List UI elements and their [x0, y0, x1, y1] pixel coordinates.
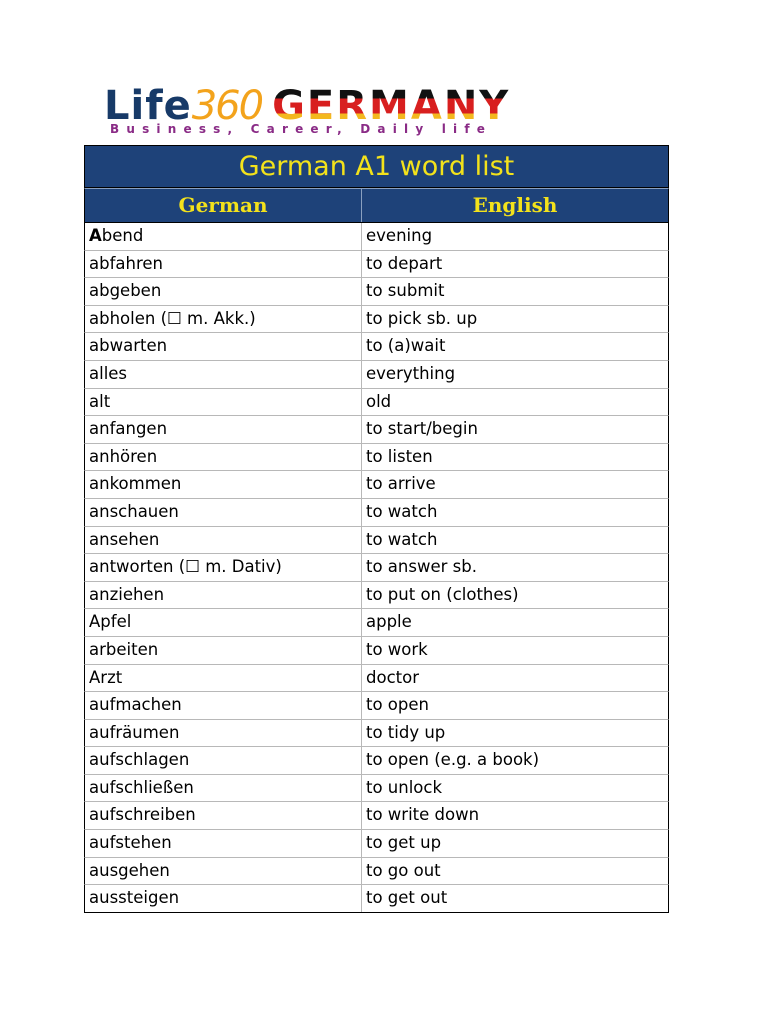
table-header: [84, 188, 669, 223]
german-word: aufschlagen: [85, 747, 362, 774]
german-word: anziehen: [85, 582, 362, 609]
english-translation: to get up: [366, 833, 442, 853]
english-translation: to pick sb. up: [366, 308, 478, 328]
english-translation: to unlock: [366, 777, 443, 797]
table-row: [84, 802, 669, 830]
english-translation: old: [366, 391, 392, 411]
header-english: English: [472, 193, 558, 217]
german-word: aussteigen: [85, 885, 362, 912]
table-row: [84, 637, 669, 665]
logo-tagline: Business, Career, Daily life: [110, 122, 493, 136]
logo-germany-text: GERMANY: [272, 83, 511, 129]
english-translation: to watch: [366, 501, 438, 521]
table-row: [84, 223, 669, 251]
english-translation: to go out: [366, 860, 441, 880]
table-row: [84, 747, 669, 775]
german-word: abwarten: [85, 333, 362, 360]
german-word: arbeiten: [85, 637, 362, 664]
english-translation: doctor: [366, 667, 419, 687]
english-translation: to write down: [366, 805, 480, 825]
table-row: [84, 830, 669, 858]
table-title: German A1 word list: [84, 145, 669, 188]
english-translation: to submit: [366, 281, 445, 301]
table-row: [84, 609, 669, 637]
english-translation: everything: [366, 363, 456, 383]
table-row: [84, 389, 669, 417]
german-word: aufschließen: [85, 775, 362, 802]
english-translation: apple: [366, 612, 412, 632]
logo-360-text: 360: [191, 83, 263, 129]
english-translation: to work: [366, 639, 428, 659]
english-translation: to answer sb.: [366, 557, 477, 577]
header-german: German: [85, 189, 362, 222]
english-translation: to tidy up: [366, 722, 446, 742]
table-row: [84, 775, 669, 803]
german-word: ankommen: [85, 471, 362, 498]
german-word: alles: [85, 361, 362, 388]
table-row: [84, 554, 669, 582]
table-row: [84, 306, 669, 334]
table-row: [84, 720, 669, 748]
german-word: abgeben: [85, 278, 362, 305]
table-row: [84, 885, 669, 913]
table-row: [84, 582, 669, 610]
table-row: [84, 416, 669, 444]
table-row: [84, 858, 669, 886]
german-word: abholen (☐ m. Akk.): [85, 306, 362, 333]
table-row: [84, 251, 669, 279]
english-translation: to arrive: [366, 474, 436, 494]
english-translation: to listen: [366, 446, 433, 466]
german-word: aufschreiben: [85, 802, 362, 829]
german-word: alt: [85, 389, 362, 416]
table-row: [84, 471, 669, 499]
english-translation: to start/begin: [366, 419, 478, 439]
german-word: anfangen: [85, 416, 362, 443]
german-word: Arzt: [85, 665, 362, 692]
logo-life-text: Life: [104, 83, 192, 129]
german-word: aufräumen: [85, 720, 362, 747]
german-word: anschauen: [85, 499, 362, 526]
english-translation: evening: [366, 226, 433, 245]
german-word: Abend: [85, 223, 362, 250]
german-word: abfahren: [85, 251, 362, 278]
table-row: [84, 333, 669, 361]
english-translation: to put on (clothes): [366, 584, 519, 604]
german-word: aufstehen: [85, 830, 362, 857]
english-translation: to open (e.g. a book): [366, 750, 540, 770]
table-row: [84, 527, 669, 555]
english-translation: to (a)wait: [366, 336, 446, 356]
english-translation: to open: [366, 695, 429, 715]
word-list: [84, 223, 669, 913]
table-row: [84, 278, 669, 306]
german-word: Apfel: [85, 609, 362, 636]
german-word: antworten (☐ m. Dativ): [85, 554, 362, 581]
table-row: [84, 499, 669, 527]
english-translation: to watch: [366, 529, 438, 549]
english-translation: to get out: [366, 888, 448, 908]
german-word: aufmachen: [85, 692, 362, 719]
english-translation: to depart: [366, 253, 443, 273]
brand-logo: [104, 83, 644, 138]
table-row: [84, 444, 669, 472]
table-row: [84, 665, 669, 693]
table-row: [84, 361, 669, 389]
german-word: ausgehen: [85, 858, 362, 885]
german-word: ansehen: [85, 527, 362, 554]
table-row: [84, 692, 669, 720]
german-word: anhören: [85, 444, 362, 471]
